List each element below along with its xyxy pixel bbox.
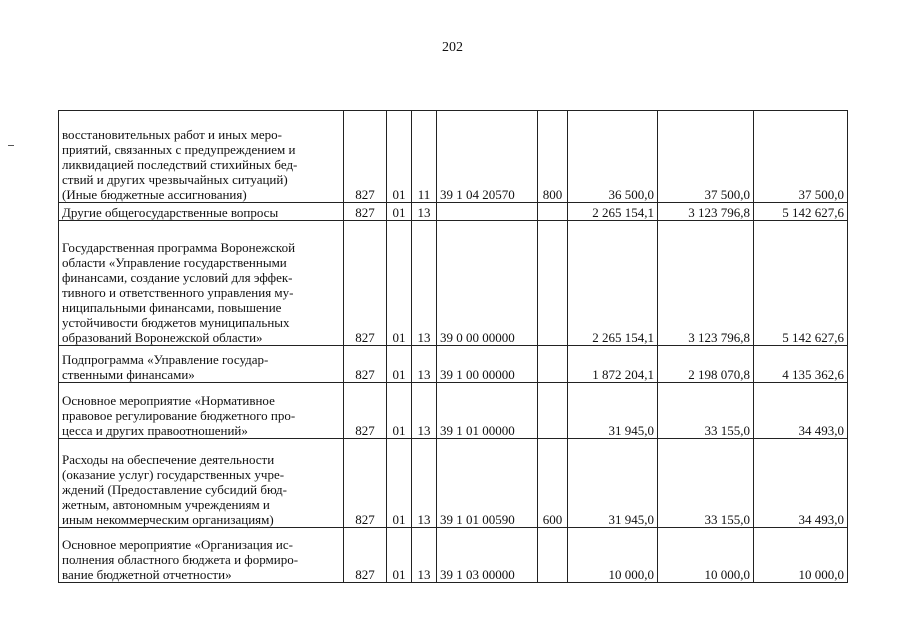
csr-cell: 39 1 03 00000 <box>437 528 538 583</box>
pr-cell: 13 <box>412 346 437 383</box>
year3-cell: 34 493,0 <box>754 383 848 439</box>
vr-cell <box>538 221 568 346</box>
year1-cell: 2 265 154,1 <box>568 221 658 346</box>
year3-cell: 37 500,0 <box>754 111 848 203</box>
vr-cell <box>538 203 568 221</box>
rz-cell: 01 <box>387 203 412 221</box>
year2-cell: 2 198 070,8 <box>658 346 754 383</box>
year2-cell: 3 123 796,8 <box>658 221 754 346</box>
budget-table <box>58 110 848 583</box>
rz-cell: 01 <box>387 439 412 528</box>
vr-cell: 800 <box>538 111 568 203</box>
year2-cell: 37 500,0 <box>658 111 754 203</box>
year3-cell: 5 142 627,6 <box>754 221 848 346</box>
gr-cell: 827 <box>344 528 387 583</box>
rz-cell: 01 <box>387 221 412 346</box>
row-name-cell: Государственная программа Воронежской области «Управление государственными финансами, создание условий для эффек- тивного и ответственного управления му- ниципальными финансами, повышение устойчивости бюджетов муниципальных образований Воронежской области» <box>59 221 344 346</box>
row-name-cell: Другие общегосударственные вопросы <box>59 203 344 221</box>
year3-cell: 34 493,0 <box>754 439 848 528</box>
row-name-cell: Расходы на обеспечение деятельности (оказание услуг) государственных учре- ждений (Предоставление субсидий бюд- жетным, автономным учреждениям и иным некоммерческим организациям) <box>59 439 344 528</box>
row-name-cell: Основное мероприятие «Нормативное правовое регулирование бюджетного про- цесса и других правоотношений» <box>59 383 344 439</box>
margin-mark <box>8 145 14 146</box>
row-name-cell: Основное мероприятие «Организация ис- полнения областного бюджета и формиро- вание бюджетной отчетности» <box>59 528 344 583</box>
csr-cell: 39 1 01 00000 <box>437 383 538 439</box>
year1-cell: 31 945,0 <box>568 383 658 439</box>
vr-cell <box>538 383 568 439</box>
year1-cell: 31 945,0 <box>568 439 658 528</box>
rz-cell: 01 <box>387 111 412 203</box>
pr-cell: 11 <box>412 111 437 203</box>
year2-cell: 10 000,0 <box>658 528 754 583</box>
pr-cell: 13 <box>412 221 437 346</box>
table-row <box>59 383 848 439</box>
year2-cell: 33 155,0 <box>658 439 754 528</box>
gr-cell: 827 <box>344 221 387 346</box>
row-name-cell: Подпрограмма «Управление государ- ственными финансами» <box>59 346 344 383</box>
year3-cell: 5 142 627,6 <box>754 203 848 221</box>
year1-cell: 10 000,0 <box>568 528 658 583</box>
table-row <box>59 346 848 383</box>
gr-cell: 827 <box>344 383 387 439</box>
year1-cell: 1 872 204,1 <box>568 346 658 383</box>
csr-cell: 39 0 00 00000 <box>437 221 538 346</box>
csr-cell: 39 1 04 20570 <box>437 111 538 203</box>
table-row <box>59 111 848 203</box>
rz-cell: 01 <box>387 383 412 439</box>
table-row <box>59 528 848 583</box>
table-row <box>59 203 848 221</box>
table-row <box>59 439 848 528</box>
gr-cell: 827 <box>344 439 387 528</box>
vr-cell <box>538 346 568 383</box>
csr-cell: 39 1 01 00590 <box>437 439 538 528</box>
gr-cell: 827 <box>344 111 387 203</box>
csr-cell <box>437 203 538 221</box>
gr-cell: 827 <box>344 346 387 383</box>
year2-cell: 3 123 796,8 <box>658 203 754 221</box>
year1-cell: 36 500,0 <box>568 111 658 203</box>
page-number: 202 <box>442 40 463 55</box>
year2-cell: 33 155,0 <box>658 383 754 439</box>
pr-cell: 13 <box>412 203 437 221</box>
year1-cell: 2 265 154,1 <box>568 203 658 221</box>
vr-cell: 600 <box>538 439 568 528</box>
rz-cell: 01 <box>387 346 412 383</box>
pr-cell: 13 <box>412 439 437 528</box>
row-name-cell: восстановительных работ и иных меро- приятий, связанных с предупреждением и ликвидацией последствий стихийных бед- ствий и других чрезвычайных ситуаций) (Иные бюджетные ассигнования) <box>59 111 344 203</box>
pr-cell: 13 <box>412 528 437 583</box>
pr-cell: 13 <box>412 383 437 439</box>
csr-cell: 39 1 00 00000 <box>437 346 538 383</box>
rz-cell: 01 <box>387 528 412 583</box>
gr-cell: 827 <box>344 203 387 221</box>
table-row <box>59 221 848 346</box>
year3-cell: 10 000,0 <box>754 528 848 583</box>
vr-cell <box>538 528 568 583</box>
year3-cell: 4 135 362,6 <box>754 346 848 383</box>
